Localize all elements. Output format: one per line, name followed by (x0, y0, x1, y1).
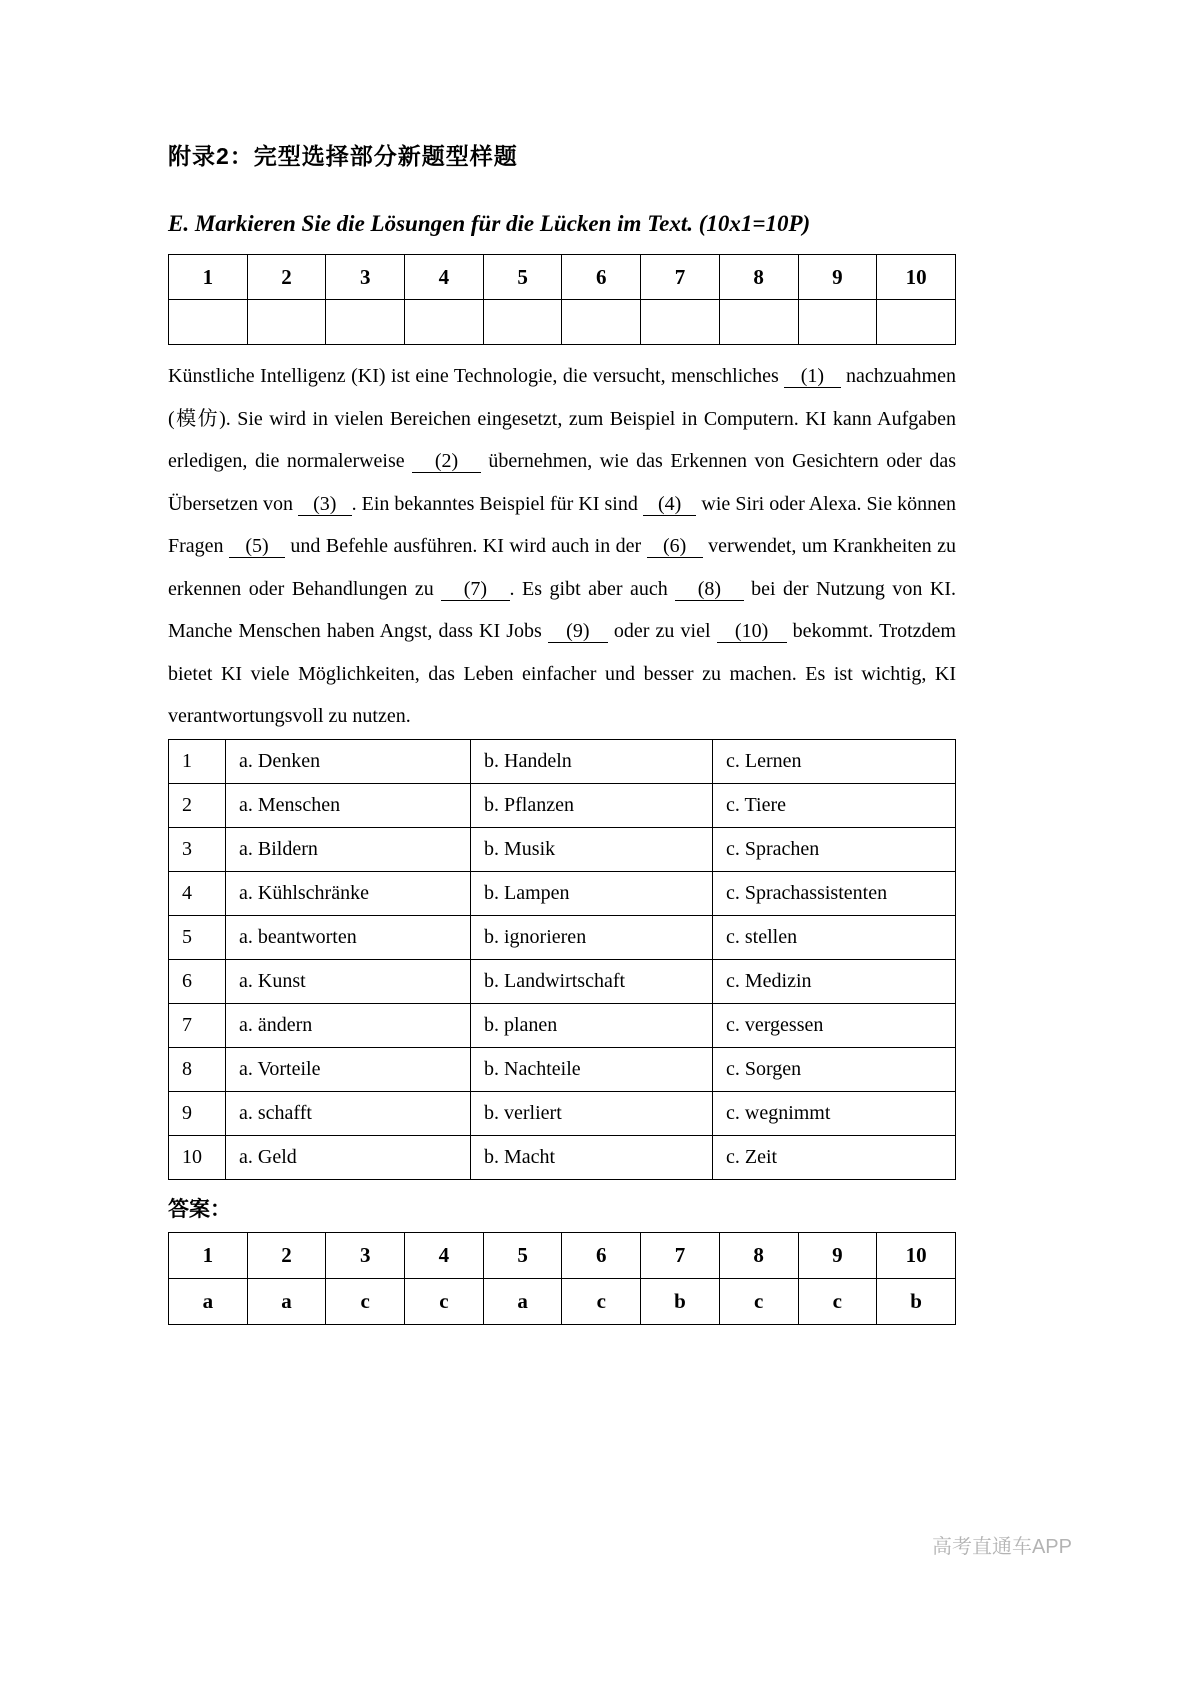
option-number: 7 (169, 1003, 226, 1047)
table-row (169, 1091, 956, 1135)
answer-key-value: a (169, 1278, 248, 1324)
grid-number-cell: 8 (719, 255, 798, 300)
option-c: c. vergessen (713, 1003, 956, 1047)
table-row (169, 827, 956, 871)
section-heading: E. Markieren Sie die Lösungen für die Lücken im Text. (10x1=10P) (168, 211, 811, 236)
answer-key-table (168, 1232, 956, 1325)
option-number: 5 (169, 915, 226, 959)
option-number: 8 (169, 1047, 226, 1091)
answer-key-value: a (247, 1278, 326, 1324)
grid-blank-cell (247, 300, 326, 345)
grid-number-cell: 9 (798, 255, 877, 300)
option-number: 2 (169, 783, 226, 827)
grid-number-cell: 7 (641, 255, 720, 300)
answer-key-number: 7 (641, 1232, 720, 1278)
grid-blank-cell (326, 300, 405, 345)
passage-blank: (9) (547, 620, 608, 642)
cloze-passage: Künstliche Intelligenz (KI) ist eine Technologie, die versucht, menschliches (1) nachzuahmen (模仿). Sie wird in vielen Bereichen eingesetzt, zum Beispiel in Computern. KI kann Aufgaben erledigen, die normalerweise (2) übernehmen, wie das Erkennen von Gesichtern oder das Übersetzen von (3) . Ein bekanntes Beispiel für KI sind (4) wie Siri oder Alexa. Sie können Fragen (5) und Befehle ausführen. KI wird auch in der (6) verwendet, um Krankheiten zu erkennen oder Behandlungen zu (7) . Es gibt aber auch (8) bei der Nutzung von KI. Manche Menschen haben Angst, dass KI Jobs (9) oder zu viel (10) bekommt. Trotzdem bietet KI viele Möglichkeiten, das Leben einfacher und besser zu machen. Es ist wichtig, KI verantwortungsvoll zu nutzen. (168, 365, 957, 727)
appendix-title: 附录2：完型选择部分新题型样题 (168, 143, 518, 169)
option-number: 6 (169, 959, 226, 1003)
grid-number-cell: 2 (247, 255, 326, 300)
option-b: b. Nachteile (471, 1047, 713, 1091)
option-a: a. Menschen (226, 783, 471, 827)
passage-blank: (4) (642, 492, 697, 515)
answer-key-number: 2 (247, 1232, 326, 1278)
option-a: a. ändern (226, 1003, 471, 1047)
grid-blank-cell (719, 300, 798, 345)
answer-key-value: c (405, 1278, 484, 1324)
option-c: c. Medizin (713, 959, 956, 1003)
option-a: a. Kunst (226, 959, 471, 1003)
option-c: c. Lernen (713, 739, 956, 783)
option-a: a. schafft (226, 1091, 471, 1135)
grid-number-cell: 6 (562, 255, 641, 300)
answer-key-value: b (641, 1278, 720, 1324)
grid-number-cell: 3 (326, 255, 405, 300)
answer-key-number-row (169, 1232, 956, 1278)
grid-blank-cell (641, 300, 720, 345)
passage-blank: (2) (412, 450, 481, 472)
grid-number-cell: 4 (405, 255, 484, 300)
grid-blank-cell (877, 300, 956, 345)
option-c: c. stellen (713, 915, 956, 959)
option-a: a. Geld (226, 1135, 471, 1179)
table-row (169, 1003, 956, 1047)
option-b: b. verliert (471, 1091, 713, 1135)
option-a: a. Kühlschränke (226, 871, 471, 915)
option-c: c. Tiere (713, 783, 956, 827)
options-table (168, 739, 956, 1180)
grid-blank-row (169, 300, 956, 345)
option-b: b. Pflanzen (471, 783, 713, 827)
grid-blank-cell (405, 300, 484, 345)
passage-blank: (6) (646, 535, 703, 557)
grid-number-cell: 5 (483, 255, 562, 300)
answer-key-value: c (326, 1278, 405, 1324)
option-number: 10 (169, 1135, 226, 1179)
option-b: b. Landwirtschaft (471, 959, 713, 1003)
answers-label: 答案： (168, 1197, 231, 1221)
passage-blank: (7) (441, 577, 510, 600)
answer-key-value: c (719, 1278, 798, 1324)
table-row (169, 1047, 956, 1091)
option-a: a. beantworten (226, 915, 471, 959)
option-c: c. Sprachen (713, 827, 956, 871)
option-number: 9 (169, 1091, 226, 1135)
grid-blank-cell (483, 300, 562, 345)
option-b: b. Handeln (471, 739, 713, 783)
option-number: 1 (169, 739, 226, 783)
watermark: 高考直通车APP (931, 1536, 1072, 1558)
option-a: a. Denken (226, 739, 471, 783)
answer-key-value-row (169, 1278, 956, 1324)
table-row (169, 871, 956, 915)
answer-key-number: 8 (719, 1232, 798, 1278)
grid-blank-cell (798, 300, 877, 345)
option-b: b. planen (471, 1003, 713, 1047)
document-page (168, 140, 956, 1325)
passage-blank: (5) (228, 535, 285, 557)
table-row (169, 959, 956, 1003)
option-b: b. Macht (471, 1135, 713, 1179)
option-a: a. Bildern (226, 827, 471, 871)
option-c: c. wegnimmt (713, 1091, 956, 1135)
answer-key-value: c (562, 1278, 641, 1324)
passage-blank: (8) (675, 577, 744, 600)
grid-number-cell: 10 (877, 255, 956, 300)
table-row (169, 783, 956, 827)
option-b: b. ignorieren (471, 915, 713, 959)
option-number: 3 (169, 827, 226, 871)
grid-number-row (169, 255, 956, 300)
answer-key-number: 1 (169, 1232, 248, 1278)
grid-number-cell: 1 (169, 255, 248, 300)
option-c: c. Sorgen (713, 1047, 956, 1091)
option-a: a. Vorteile (226, 1047, 471, 1091)
table-row (169, 739, 956, 783)
answer-key-value: b (877, 1278, 956, 1324)
option-b: b. Musik (471, 827, 713, 871)
option-c: c. Zeit (713, 1135, 956, 1179)
option-b: b. Lampen (471, 871, 713, 915)
option-number: 4 (169, 871, 226, 915)
grid-blank-cell (169, 300, 248, 345)
passage-blank: (3) (298, 492, 352, 515)
table-row (169, 915, 956, 959)
answer-key-number: 3 (326, 1232, 405, 1278)
grid-blank-cell (562, 300, 641, 345)
answer-key-number: 10 (877, 1232, 956, 1278)
answer-key-value: a (483, 1278, 562, 1324)
answer-key-number: 4 (405, 1232, 484, 1278)
answer-key-number: 9 (798, 1232, 877, 1278)
answer-key-value: c (798, 1278, 877, 1324)
table-row (169, 1135, 956, 1179)
blank-answer-grid (168, 254, 956, 345)
answer-key-number: 6 (562, 1232, 641, 1278)
option-c: c. Sprachassistenten (713, 871, 956, 915)
answer-key-number: 5 (483, 1232, 562, 1278)
passage-blank: (10) (716, 620, 787, 642)
passage-blank: (1) (784, 365, 841, 387)
